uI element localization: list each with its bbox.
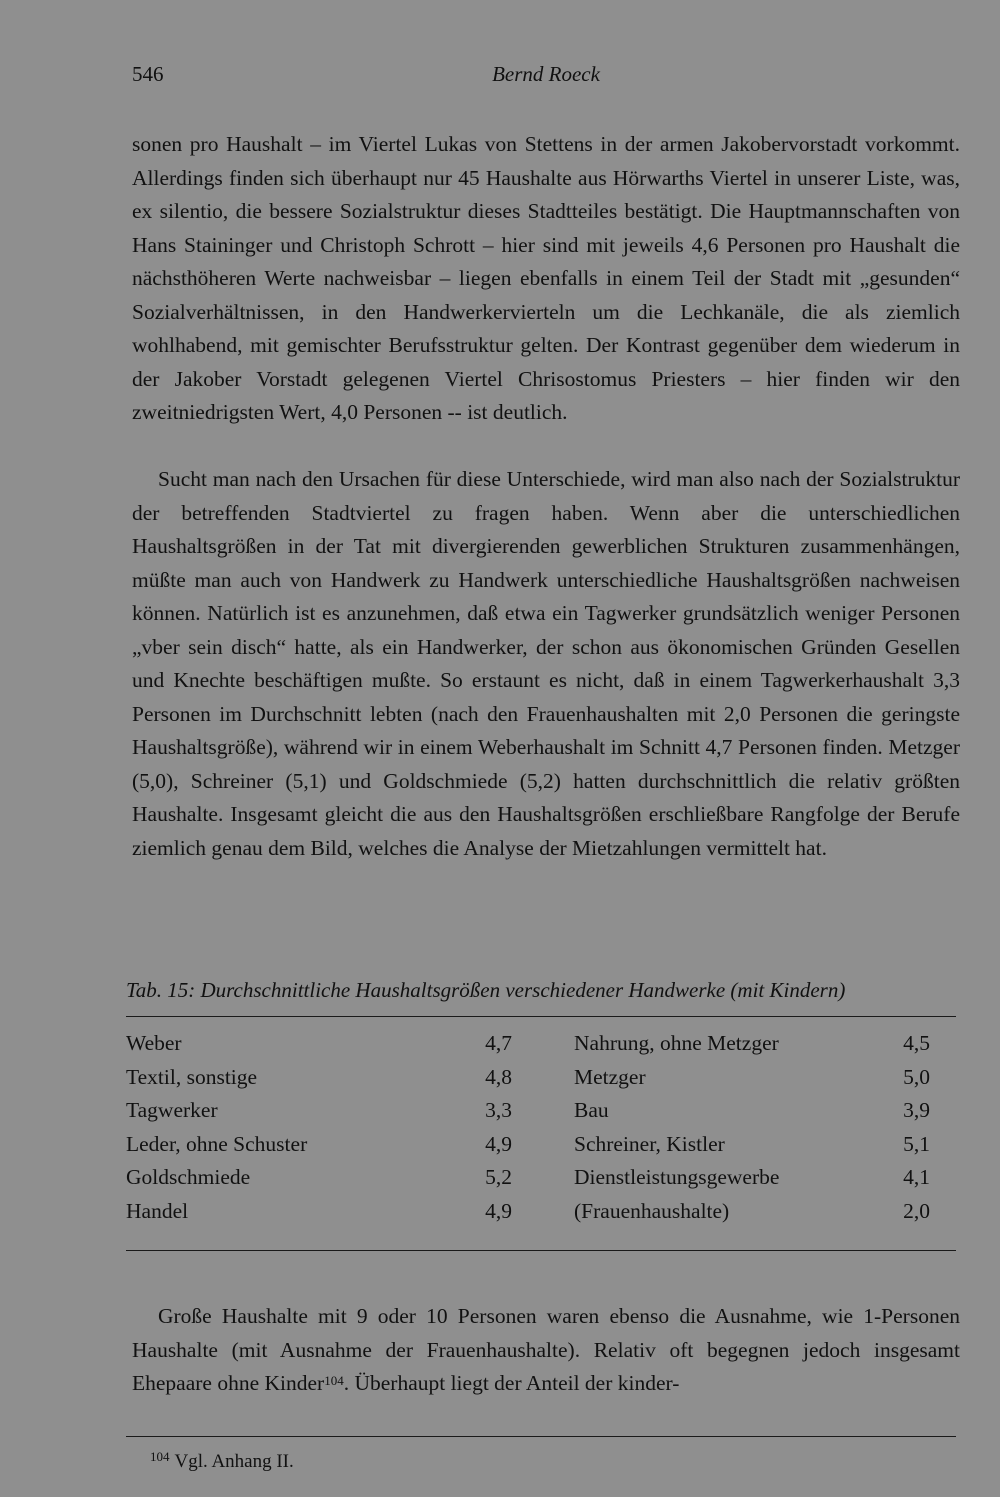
footnote <box>150 1451 294 1473</box>
household-size-right: 5,0 <box>903 1064 930 1089</box>
table-row <box>126 1199 956 1233</box>
footnote-reference: 104 <box>324 1373 344 1388</box>
paragraph-3-text-a: Große Haushalte mit 9 oder 10 Personen waren ebenso die Ausnahme, wie 1-Personen Haushalte (mit Ausnahme der Frauenhaushalte). Relativ oft begegnen jedoch insgesamt Ehepaare ohne Kinder <box>132 1304 960 1395</box>
trade-name-right: Nahrung, ohne Metzger <box>574 1031 779 1055</box>
paragraph-3 <box>132 1300 960 1401</box>
household-size-right: 4,5 <box>903 1031 930 1055</box>
table-row <box>126 1031 956 1065</box>
paragraph-1 <box>132 128 960 430</box>
household-size-right: 4,1 <box>903 1165 930 1190</box>
trade-name-left: Goldschmiede <box>126 1165 251 1190</box>
household-size-table <box>126 1031 956 1233</box>
paragraph-2 <box>132 463 960 865</box>
trade-name-right: (Frauenhaushalte) <box>574 1198 730 1223</box>
footnote-rule <box>126 1436 956 1437</box>
paragraph-2-text: Sucht man nach den Ursachen für diese Unterschiede, wird man also nach der Sozialstruktur der betreffenden Stadtviertel zu fragen haben. Wenn aber die unterschiedlichen Haushaltsgrößen in der Tat mit divergierenden gewerblichen Strukturen zusammenhängen, müßte man auch von Handwerk zu Handwerk unterschiedliche Haushaltsgrößen nachweisen können. Natürlich ist es anzunehmen, daß etwa ein Tagwerker grundsätzlich weniger Personen „vber sein disch“ hatte, als ein Handwerker, der schon aus ökonomischen Gründen Gesellen und Knechte beschäftigen mußte. So erstaunt es nicht, daß in einem Tagwerkerhaushalt 3,3 Personen im Durchschnitt lebten (nach den Frauenhaushalten mit 2,0 Personen die geringste Haushaltsgröße), während wir in einem Weberhaushalt im Schnitt 4,7 Personen finden. Metzger (5,0), Schreiner (5,1) und Goldschmiede (5,2) hatten durchschnittlich die relativ größten Haushalte. Insgesamt gleicht die aus den Haushaltsgrößen erschließbare Rangfolge der Berufe ziemlich genau dem Bild, welches die Analyse der Mietzahlungen vermittelt hat. <box>132 467 960 860</box>
trade-name-left: Weber <box>126 1031 182 1055</box>
trade-name-left: Tagwerker <box>126 1098 218 1123</box>
table-row <box>126 1065 956 1099</box>
trade-name-right: Metzger <box>574 1064 646 1089</box>
household-size-left: 3,3 <box>485 1098 512 1123</box>
paragraph-3-text <box>132 1300 960 1401</box>
table-row <box>126 1098 956 1132</box>
household-size-left: 4,7 <box>485 1031 512 1055</box>
trade-name-left: Leder, ohne Schuster <box>126 1131 308 1156</box>
household-size-left: 5,2 <box>485 1165 512 1190</box>
running-head-author: Bernd Roeck <box>492 62 600 86</box>
table-caption: Tab. 15: Durchschnittliche Haushaltsgrößen verschiedener Handwerke (mit Kindern) <box>126 978 846 1002</box>
footnote-text: Vgl. Anhang II. <box>174 1451 294 1472</box>
paragraph-3-text-b: . Überhaupt liegt der Anteil der kinder- <box>343 1371 680 1395</box>
trade-name-right: Bau <box>574 1098 609 1123</box>
household-size-right: 5,1 <box>903 1131 930 1156</box>
trade-name-right: Dienstleistungsgewerbe <box>574 1165 780 1190</box>
household-size-right: 3,9 <box>903 1098 930 1123</box>
page-number: 546 <box>132 62 164 86</box>
household-size-left: 4,9 <box>485 1131 512 1156</box>
footnote-number: 104 <box>150 1449 170 1464</box>
table-row <box>126 1165 956 1199</box>
paragraph-1-text: sonen pro Haushalt – im Viertel Lukas von Stettens in der armen Jakobervorstadt vorkommt. Allerdings finden sich überhaupt nur 45 Haushalte aus Hörwarths Viertel in unserer Liste, was, ex silentio, die bessere Sozialstruktur dieses Stadtteiles bestätigt. Die Hauptmannschaften von Hans Staininger und Christoph Schrott – hier sind mit jeweils 4,6 Personen pro Haushalt die nächsthöheren Werte nachweisbar – liegen ebenfalls in einem Teil der Stadt mit „gesunden“ Sozialverhältnissen, in den Handwerkervierteln um die Lechkanäle, die als ziemlich wohlhabend, mit gemischter Berufsstruktur gelten. Der Kontrast gegenüber dem wiederum in der Jakober Vorstadt gelegenen Viertel Chrisostomus Priesters – hier finden wir den zweitniedrigsten Wert, 4,0 Personen -- ist deutlich. <box>132 132 960 424</box>
table-row <box>126 1132 956 1166</box>
trade-name-left: Handel <box>126 1198 189 1223</box>
household-size-left: 4,8 <box>485 1064 512 1089</box>
table-top-rule <box>126 1016 956 1017</box>
household-size-left: 4,9 <box>485 1198 512 1223</box>
household-size-right: 2,0 <box>903 1198 930 1223</box>
table-bottom-rule <box>126 1250 956 1251</box>
trade-name-left: Textil, sonstige <box>126 1064 258 1089</box>
trade-name-right: Schreiner, Kistler <box>574 1131 725 1156</box>
running-header <box>132 62 960 96</box>
